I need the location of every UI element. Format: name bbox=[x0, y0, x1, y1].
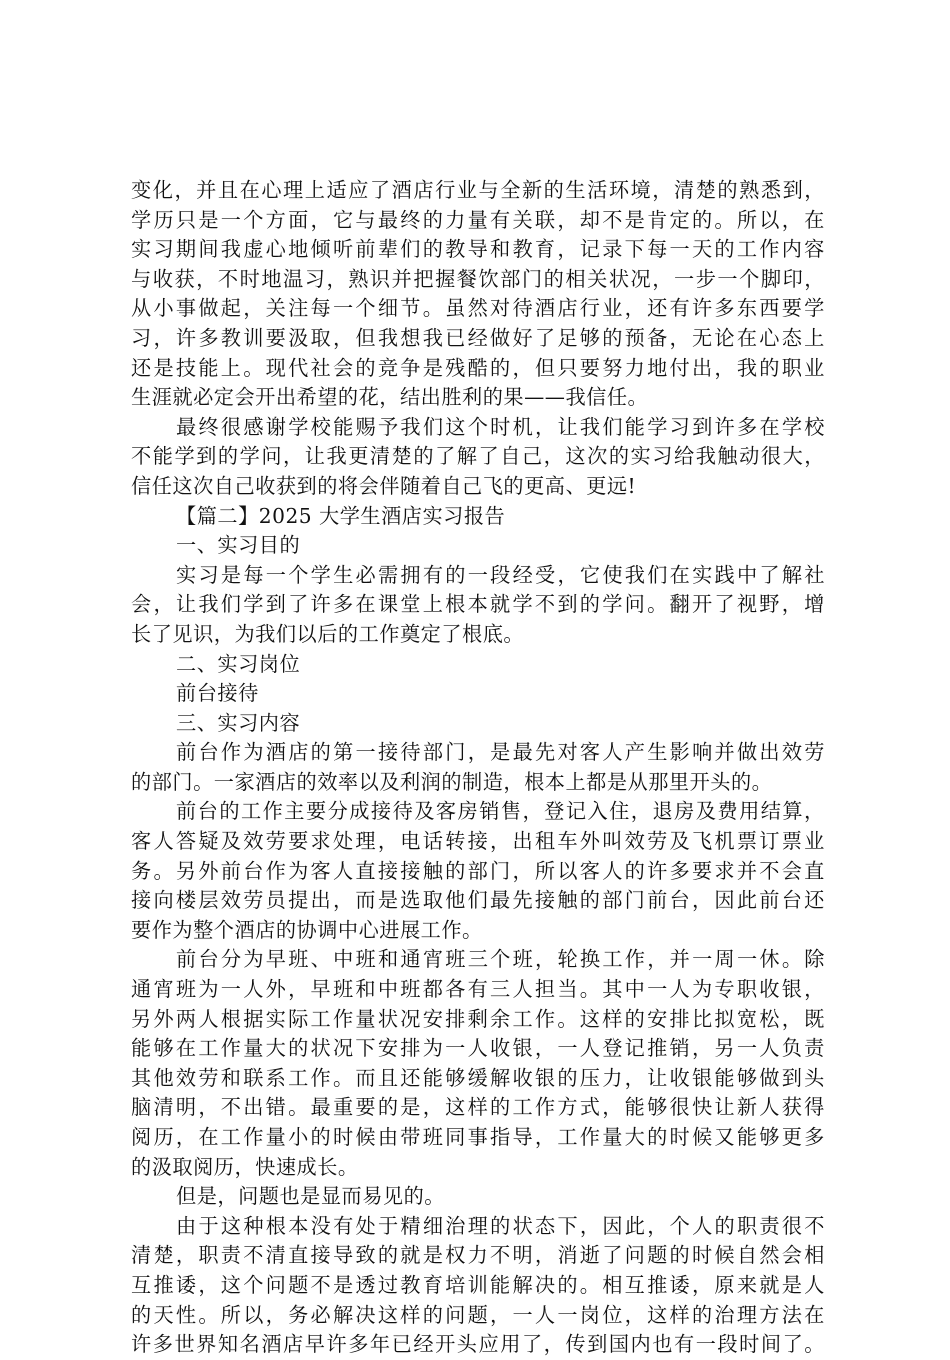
text-line: 前台接待 bbox=[176, 681, 259, 706]
text-line: 实 习 是 每 一 个 学 生 必 需 拥 有 的 一 段 经 受 ， 它 使 我 们 在 实 践 中 了 解 社 bbox=[176, 562, 825, 587]
text-line: 不 能 学 到 的 学 问 ， 让 我 更 清 楚 的 了 解 了 自 己 ， 这 次 的 实 习 给 我 触 动 很 大 ， bbox=[131, 444, 825, 469]
text-line: 脑 清 明 ， 不 出 错 。 最 重 要 的 是 ， 这 样 的 工 作 方 式 ， 能 够 很 快 让 新 人 获 得 bbox=[131, 1095, 825, 1120]
text-line: 前 台 作 为 酒 店 的 第 一 接 待 部 门 ， 是 最 先 对 客 人 产 生 影 响 并 做 出 效 劳 bbox=[176, 740, 825, 765]
text-line: 的汲取阅历，快速成长。 bbox=[131, 1154, 359, 1179]
text-line: 生涯就必定会开出希望的花，结出胜利的果——我信任。 bbox=[131, 385, 649, 410]
text-line: 前 台 分 为 早 班 、 中 班 和 通 宵 班 三 个 班 ， 轮 换 工 作 ， 并 一 周 一 休 。 除 bbox=[176, 947, 825, 972]
text-line: 与 收 获 ， 不 时 地 温 习 ， 熟 识 并 把 握 餐 饮 部 门 的 相 关 状 况 ， 一 步 一 个 脚 印 ， bbox=[131, 266, 825, 291]
text-line: 信任这次自己收获到的将会伴随着自己飞的更高、更远! bbox=[131, 473, 637, 498]
text-line: 三、实习内容 bbox=[176, 710, 301, 735]
text-line: 阅 历 ， 在 工 作 量 小 的 时 候 由 带 班 同 事 指 导 ， 工 作 量 大 的 时 候 又 能 够 更 多 bbox=[131, 1125, 825, 1149]
text-line: 实 习 期 间 我 虚 心 地 倾 听 前 辈 们 的 教 导 和 教 育 ， 记 录 下 每 一 天 的 工 作 内 容 bbox=[131, 237, 825, 262]
text-line: 从 小 事 做 起 ， 关 注 每 一 个 细 节 。 虽 然 对 待 酒 店 行 业 ， 还 有 许 多 东 西 要 学 bbox=[131, 296, 825, 321]
text-line: 【篇二】2025 大学生酒店实习报告 bbox=[176, 503, 506, 528]
text-line: 的部门。一家酒店的效率以及利润的制造，根本上都是从那里开头的。 bbox=[131, 769, 773, 794]
text-line: 清 楚 ， 职 责 不 清 直 接 导 致 的 就 是 权 力 不 明 ， 消 逝 了 问 题 的 时 候 自 然 会 相 bbox=[131, 1243, 825, 1268]
text-line: 习 ， 许 多 教 训 要 汲 取 ， 但 我 想 我 已 经 做 好 了 足 够 的 预 备 ， 无 论 在 心 态 上 bbox=[131, 325, 825, 350]
text-line: 前 台 的 工 作 主 要 分 成 接 待 及 客 房 销 售 ， 登 记 入 住 ， 退 房 及 费 用 结 算 ， bbox=[176, 799, 825, 824]
text-line: 通 宵 班 为 一 人 外 ， 早 班 和 中 班 都 各 有 三 人 担 当 。 其 中 一 人 为 专 职 收 银 ， bbox=[131, 977, 825, 1002]
text-line: 另 外 两 人 根 据 实 际 工 作 量 状 况 安 排 剩 余 工 作 。 这 样 的 安 排 比 拟 宽 松 ， 既 bbox=[131, 1006, 825, 1031]
text-line: 客 人 答 疑 及 效 劳 要 求 处 理 ， 电 话 转 接 ， 出 租 车 外 叫 效 劳 及 飞 机 票 订 票 业 bbox=[131, 829, 825, 854]
text-line: 接 向 楼 层 效 劳 员 提 出 ， 而 是 选 取 他 们 最 先 接 触 的 部 门 前 台 ， 因 此 前 台 还 bbox=[131, 888, 825, 913]
text-line: 学 历 只 是 一 个 方 面 ， 它 与 最 终 的 力 量 有 关 联 ， 却 不 是 肯 定 的 。 所 以 ， 在 bbox=[131, 207, 825, 232]
text-line: 能 够 在 工 作 量 大 的 状 况 下 安 排 为 一 人 收 银 ， 一 人 登 记 推 销 ， 另 一 人 负 责 bbox=[131, 1036, 825, 1061]
text-line: 一、实习目的 bbox=[176, 533, 301, 558]
text-line: 变 化 ， 并 且 在 心 理 上 适 应 了 酒 店 行 业 与 全 新 的 生 活 环 境 ， 清 楚 的 熟 悉 到 ， bbox=[131, 178, 825, 202]
text-line: 互 推 诿 ， 这 个 问 题 不 是 透 过 教 育 培 训 能 解 决 的 。 相 互 推 诿 ， 原 来 就 是 人 bbox=[131, 1272, 825, 1297]
text-line: 的 天 性 。 所 以 ， 务 必 解 决 这 样 的 问 题 ， 一 人 一 岗 位 ， 这 样 的 治 理 方 法 在 bbox=[131, 1302, 825, 1327]
text-line: 长了见识，为我们以后的工作奠定了根底。 bbox=[131, 621, 525, 646]
text-line: 其 他 效 劳 和 联 系 工 作 。 而 且 还 能 够 缓 解 收 银 的 压 力 ， 让 收 银 能 够 做 到 头 bbox=[131, 1065, 825, 1090]
text-line: 但是，问题也是显而易见的。 bbox=[176, 1184, 445, 1209]
text-line: 最 终 很 感 谢 学 校 能 赐 予 我 们 这 个 时 机 ， 让 我 们 能 学 习 到 许 多 在 学 校 bbox=[176, 414, 825, 439]
text-line: 由 于 这 种 根 本 没 有 处 于 精 细 治 理 的 状 态 下 ， 因 此 ， 个 人 的 职 责 很 不 bbox=[176, 1213, 825, 1238]
text-line: 还 是 技 能 上 。 现 代 社 会 的 竞 争 是 残 酷 的 ， 但 只 要 努 力 地 付 出 ， 我 的 职 业 bbox=[131, 355, 825, 380]
document-body bbox=[131, 176, 825, 1360]
text-line: 许 多 世 界 知 名 酒 店 早 许 多 年 已 经 开 头 应 用 了 ， 传 到 国 内 也 有 一 段 时 间 了 。 bbox=[131, 1332, 825, 1357]
text-line: 务 。 另 外 前 台 作 为 客 人 直 接 接 触 的 部 门 ， 所 以 客 人 的 许 多 要 求 并 不 会 直 bbox=[131, 858, 825, 883]
text-line: 二、实习岗位 bbox=[176, 651, 301, 676]
text-line: 会 ， 让 我 们 学 到 了 许 多 在 课 堂 上 根 本 就 学 不 到 的 学 问 。 翻 开 了 视 野 ， 增 bbox=[131, 592, 825, 617]
text-line: 要作为整个酒店的协调中心进展工作。 bbox=[131, 917, 483, 942]
